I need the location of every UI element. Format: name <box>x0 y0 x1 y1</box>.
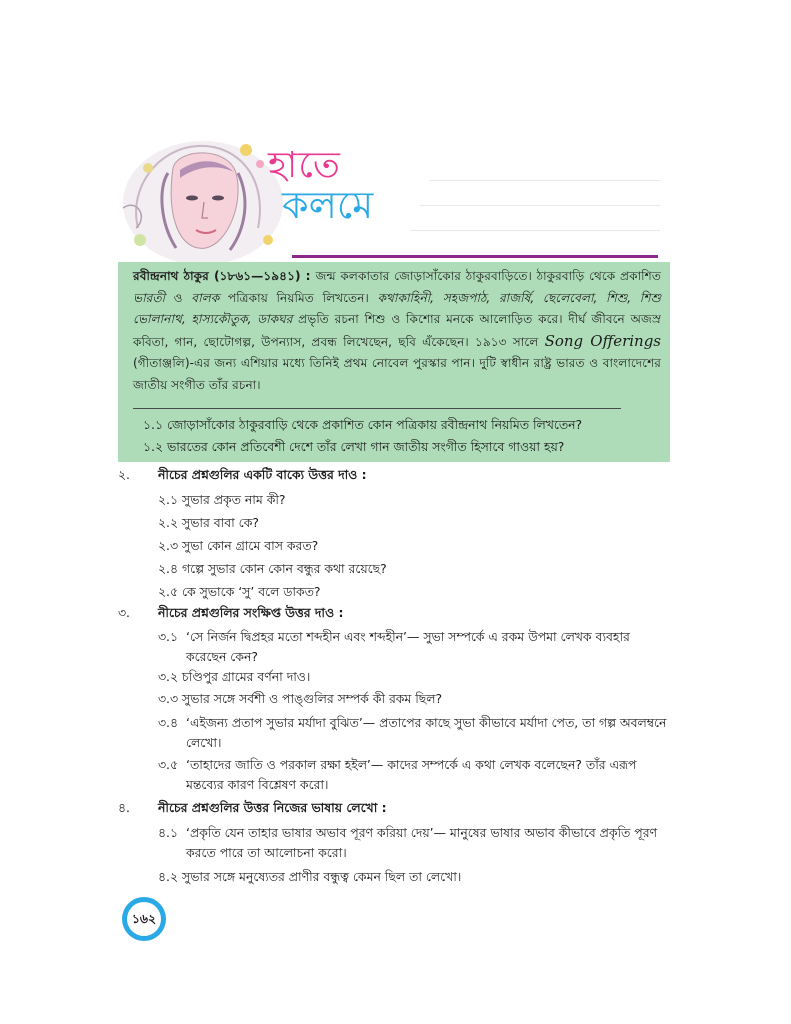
question-3-4-number: ৩.৪ <box>158 715 179 730</box>
section-title-line2: কলমে <box>282 183 374 227</box>
question-2-4: ২.৪ গল্পে সুভার কোন কোন বন্ধুর কথা রয়েছে? <box>158 561 387 576</box>
bio-text: (গীতাঞ্জলি)-এর জন্য এশিয়ার মধ্যে তিনিই প্রথম নোবেল পুরস্কার পান। দুটি স্বাধীন রাষ্ট্র ভারত ও বাংলাদেশের জাতীয় সংগীত তাঁর রচনা। <box>133 356 661 392</box>
question-4-1-number: ৪.১ <box>158 825 179 840</box>
page-number: ১৬২ <box>127 902 161 936</box>
bio-text: প্রভৃতি রচনা শিশু ও কিশোর মনকে আলোড়িত করে। দীর্ঘ জীবনে অজস্র কবিতা, গান, ছোটোগল্প, উপন্যাস, প্রবন্ধ লিখেছেন, ছবি এঁকেছেন। ১৯১৩ সালে <box>133 312 661 349</box>
question-2-5: ২.৫ কে সুভাকে ‘সু’ বলে ডাকত? <box>158 584 321 599</box>
author-name: রবীন্দ্রনাথ ঠাকুর <box>133 269 209 283</box>
question-1-2: ১.২ ভারতের কোন প্রতিবেশী দেশে তাঁর লেখা গান জাতীয় সংগীত হিসাবে গাওয়া হয়? <box>143 439 565 454</box>
section-3-heading: নীচের প্রশ্নগুলির সংক্ষিপ্ত উত্তর দাও : <box>158 605 344 620</box>
section-4-number: ৪. <box>118 800 130 815</box>
section-3-number: ৩. <box>118 605 130 620</box>
magazine-name: বালক <box>191 290 220 305</box>
question-3-5: ‘তাহাদের জাতি ও পরকাল রক্ষা হইল’— কাদের সম্পর্কে এ কথা লেখক বলেছেন? তাঁর এরূপ মন্তব্যের কারণ বিশ্লেষণ করো। <box>186 757 637 792</box>
section-title-line1: হাতে <box>268 145 341 186</box>
question-2-1: ২.১ সুভার প্রকৃত নাম কী? <box>158 492 286 507</box>
question-3-1: ‘সে নির্জন দ্বিপ্রহর মতো শব্দহীন এবং শব্দহীন’— সুভা সম্পর্কে এ রকম উপমা লেখক ব্যবহার করেছেন কেন? <box>186 629 630 664</box>
section-4-heading: নীচের প্রশ্নগুলির উত্তর নিজের ভাষায় লেখো : <box>158 800 387 815</box>
question-3-2: ৩.২ চণ্ডিপুর গ্রামের বর্ণনা দাও। <box>158 669 311 684</box>
author-bio-text <box>133 266 661 396</box>
question-3-5-number: ৩.৫ <box>158 757 179 772</box>
question-3-4: ‘এইজন্য প্রতাপ সুভার মর্যাদা বুঝিত’— প্রতাপের কাছে সুভা কীভাবে মর্যাদা পেত, তা গল্প অবলম্বনে লেখো। <box>186 715 667 750</box>
bio-divider <box>133 408 621 409</box>
decorative-line <box>410 230 660 231</box>
bio-text: ও <box>164 290 192 305</box>
page-number-badge <box>122 897 166 941</box>
english-title: Song Offerings <box>544 331 661 350</box>
question-3-3: ৩.৩ সুভার সঙ্গে সর্বশী ও পাঙ্গুলির সম্পর্ক কী রকম ছিল? <box>158 691 443 706</box>
decorative-line <box>420 205 660 206</box>
section-2-number: ২. <box>118 467 130 482</box>
bio-text: জন্ম কলকাতার জোড়াসাঁকোর ঠাকুরবাড়িতে। ঠাকুরবাড়ি থেকে প্রকাশিত <box>315 269 661 283</box>
question-3-1-number: ৩.১ <box>158 629 179 644</box>
decorative-line <box>430 180 660 181</box>
question-2-2: ২.২ সুভার বাবা কে? <box>158 515 259 530</box>
question-2-3: ২.৩ সুভা কোন গ্রামে বাস করত? <box>158 538 319 553</box>
author-years: (১৮৬১—১৯৪১) : <box>208 269 316 283</box>
bio-text: পত্রিকায় নিয়মিত লিখতেন। <box>219 290 378 305</box>
section-2-heading: নীচের প্রশ্নগুলির একটি বাক্যে উত্তর দাও : <box>158 467 367 482</box>
question-4-2: ৪.২ সুভার সঙ্গে মনুষ্যেতর প্রাণীর বন্ধুত্ব কেমন ছিল তা লেখো। <box>158 869 462 884</box>
title-underline <box>292 255 658 258</box>
question-4-1: ‘প্রকৃতি যেন তাহার ভাষার অভাব পূরণ করিয়া দেয়’— মানুষের ভাষার অভাব কীভাবে প্রকৃতি পূরণ করতে পারে তা আলোচনা করো। <box>186 825 657 860</box>
book-list: কথাকাহিনী, সহজপাঠ, রাজর্ষি, ছেলেবেলা, শিশু, শিশু ভোলানাথ, হাস্যকৌতুক, ডাকঘর <box>133 290 661 326</box>
magazine-name: ভারতী <box>133 290 165 305</box>
question-1-1: ১.১ জোড়াসাঁকোর ঠাকুরবাড়ি থেকে প্রকাশিত কোন পত্রিকায় রবীন্দ্রনাথ নিয়মিত লিখতেন? <box>143 417 583 432</box>
header-illustration <box>118 128 288 268</box>
